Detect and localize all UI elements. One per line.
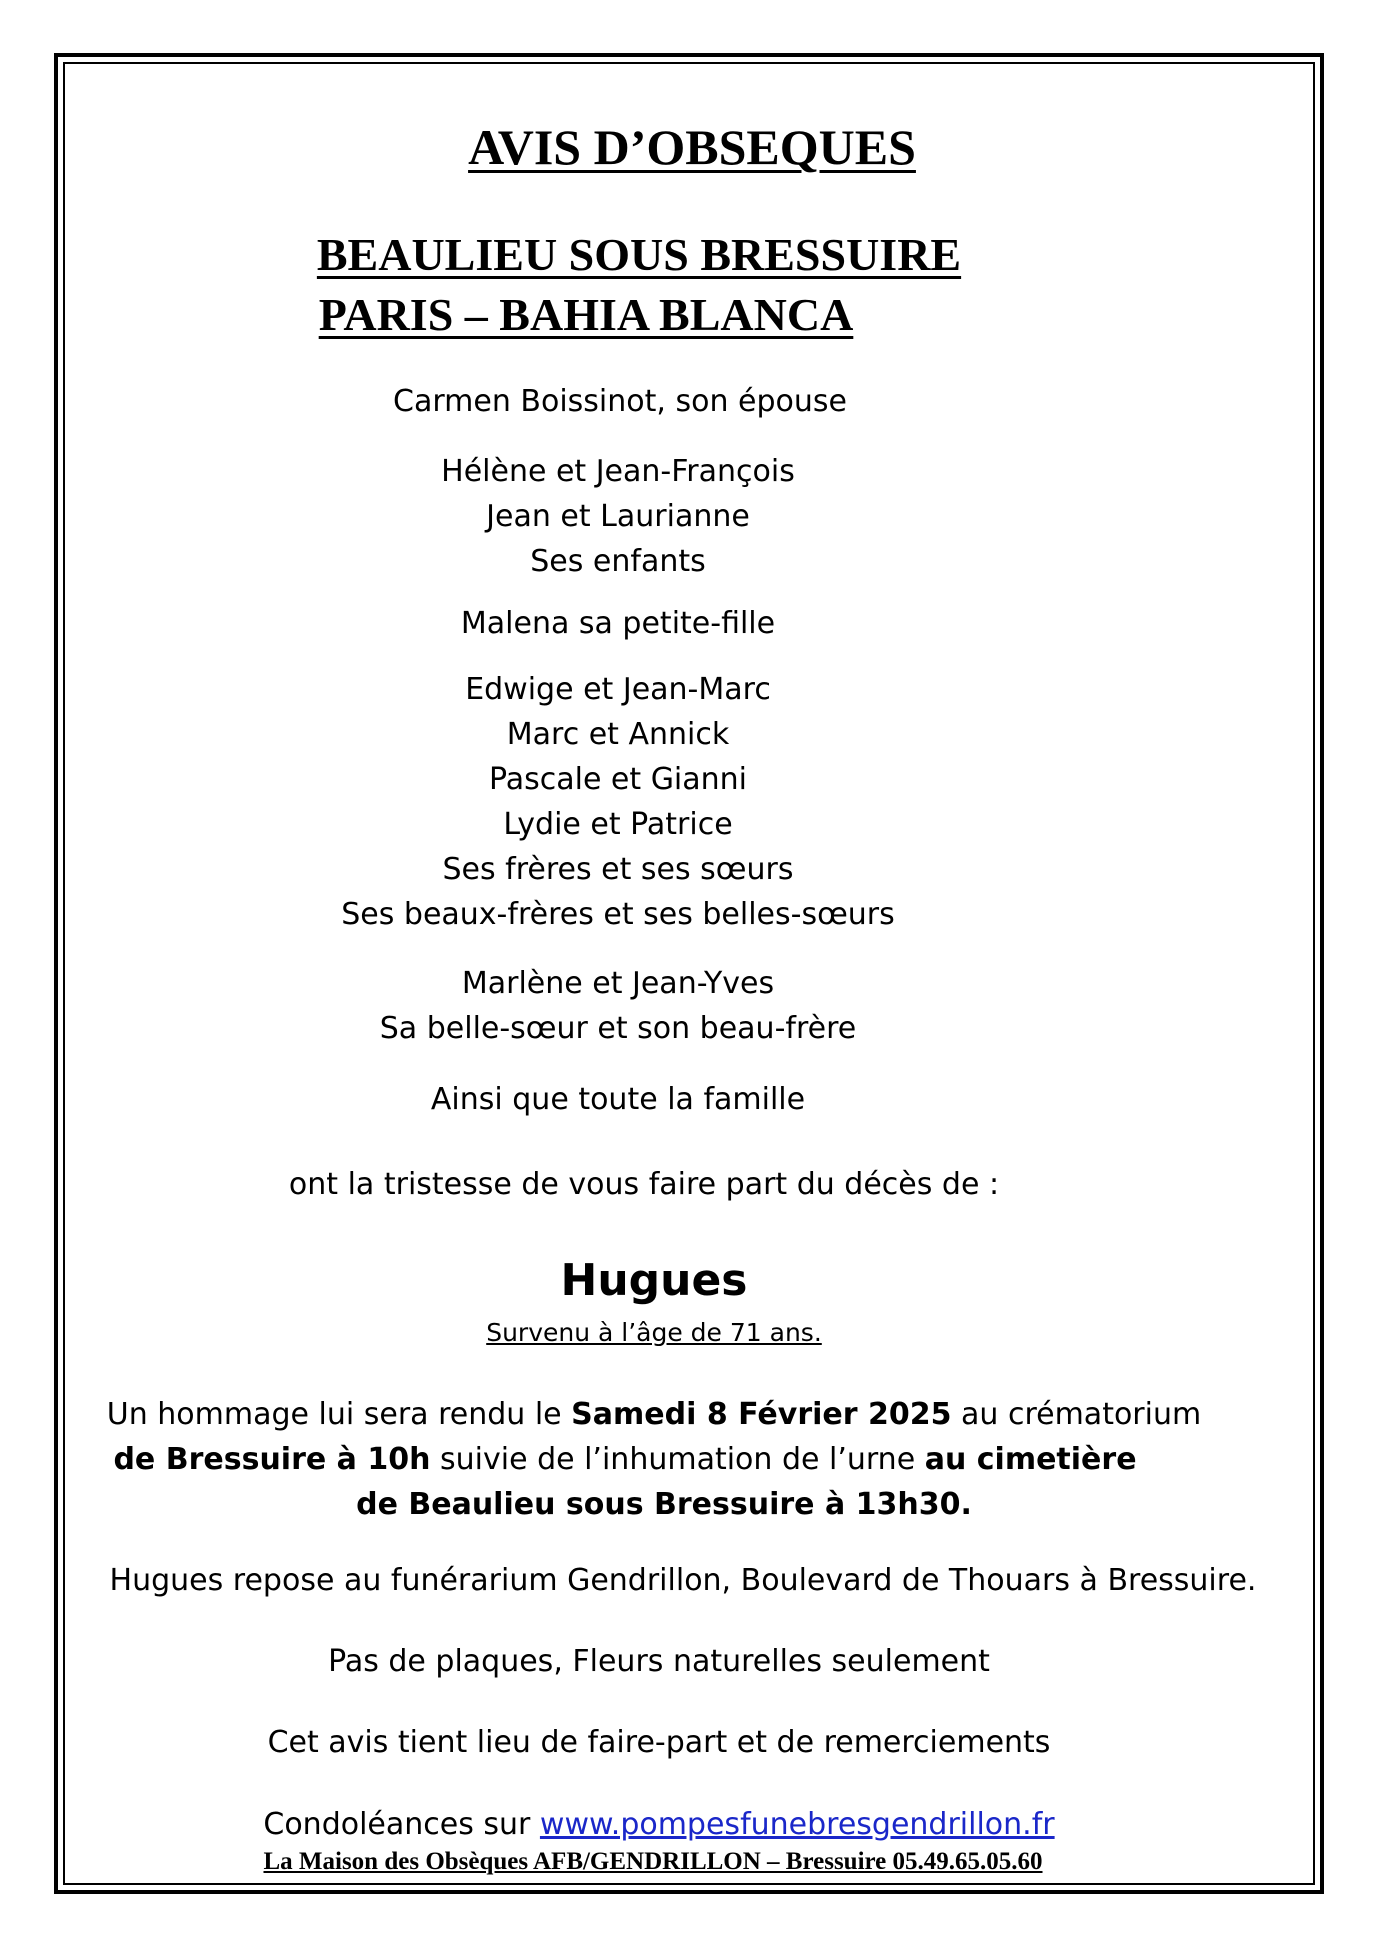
- all-family-line: Ainsi que toute la famille: [430, 1082, 806, 1117]
- cemetery-label: au cimetière: [924, 1442, 1137, 1477]
- place-line-1: BEAULIEU SOUS BRESSUIRE: [316, 229, 962, 280]
- siblings-line-1: Edwige et Jean-Marc: [465, 672, 771, 707]
- footer-line: La Maison des Obsèques AFB/GENDRILLON – Bressuire 05.49.65.05.60: [263, 1848, 1043, 1875]
- ceremony-date: Samedi 8 Février 2025: [571, 1397, 952, 1432]
- deceased-name: Hugues: [560, 1255, 748, 1306]
- siblings-line-4: Lydie et Patrice: [503, 807, 733, 842]
- condolences-label: Condoléances sur: [263, 1807, 540, 1842]
- ceremony-line-1: [0, 1395, 1343, 1435]
- ceremony-line-1-part-c: au crématorium: [951, 1397, 1202, 1432]
- spouse-line: Carmen Boissinot, son épouse: [393, 384, 847, 419]
- ceremony-line-1-part-a: Un hommage lui sera rendu le: [106, 1397, 572, 1432]
- notice-line: Cet avis tient lieu de faire-part et de remerciements: [267, 1725, 1051, 1760]
- ceremony-line-2-part-b: suivie de l’inhumation de l’urne: [430, 1442, 925, 1477]
- burial-location: de Beaulieu sous Bressuire à 13h30.: [356, 1487, 972, 1522]
- ceremony-line-3: [0, 1485, 1353, 1525]
- announcement-intro: ont la tristesse de vous faire part du décès de :: [288, 1167, 1000, 1202]
- inlaw-couple-label: Sa belle-sœur et son beau-frère: [379, 1011, 857, 1046]
- grandchild-line: Malena sa petite-fille: [460, 606, 776, 641]
- age-line: Survenu à l’âge de 71 ans.: [486, 1318, 822, 1347]
- condolences-link[interactable]: www.pompesfunebresgendrillon.fr: [539, 1807, 1055, 1842]
- ceremony-line-2: [0, 1440, 1314, 1480]
- siblings-line-3: Pascale et Gianni: [488, 762, 748, 797]
- siblings-line-2: Marc et Annick: [506, 717, 730, 752]
- ceremony-time: de Bressuire à 10h: [113, 1442, 431, 1477]
- siblings-label: Ses frères et ses sœurs: [442, 852, 794, 887]
- children-line-1: Hélène et Jean-François: [441, 454, 795, 489]
- inlaw-couple-line: Marlène et Jean-Yves: [461, 966, 775, 1001]
- inlaws-label: Ses beaux-frères et ses belles-sœurs: [341, 897, 895, 932]
- place-line-2: PARIS – BAHIA BLANCA: [318, 289, 854, 340]
- children-label: Ses enfants: [530, 544, 706, 579]
- flowers-line: Pas de plaques, Fleurs naturelles seulement: [328, 1644, 990, 1679]
- condolences-line: [0, 1805, 1348, 1845]
- notice-title: AVIS D’OBSEQUES: [468, 119, 916, 175]
- rest-line: Hugues repose au funérarium Gendrillon, Boulevard de Thouars à Bressuire.: [109, 1563, 1257, 1598]
- children-line-2: Jean et Laurianne: [486, 499, 750, 534]
